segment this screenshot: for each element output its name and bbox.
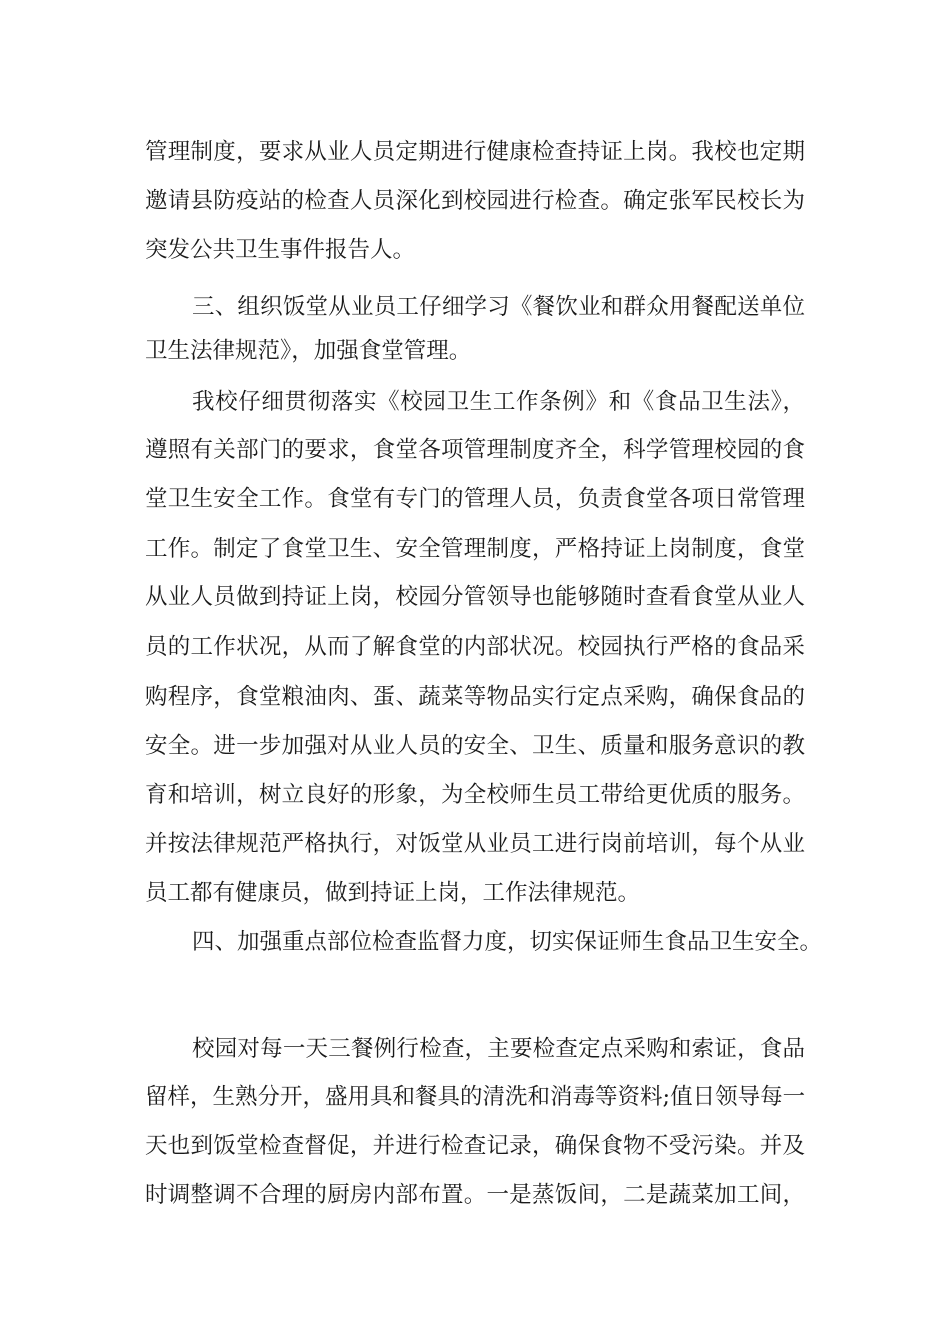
text-line: 并按法律规范严格执行，对饭堂从业员工进行岗前培训，每个从业 xyxy=(145,831,805,857)
text-line: 堂卫生安全工作。食堂有专门的管理人员，负责食堂各项日常管理 xyxy=(145,486,805,512)
text-line: 邀请县防疫站的检查人员深化到校园进行检查。确定张军民校长为 xyxy=(145,188,805,214)
text-line: 管理制度，要求从业人员定期进行健康检查持证上岗。我校也定期 xyxy=(145,139,805,165)
text-line: 突发公共卫生事件报告人。 xyxy=(145,237,416,263)
text-line: 校园对每一天三餐例行检查，主要检查定点采购和索证，食品 xyxy=(192,1036,805,1062)
text-line: 工作。制定了食堂卫生、安全管理制度，严格持证上岗制度，食堂 xyxy=(145,536,805,562)
text-line: 我校仔细贯彻落实《校园卫生工作条例》和《食品卫生法》， xyxy=(192,389,805,415)
text-line: 安全。进一步加强对从业人员的安全、卫生、质量和服务意识的教 xyxy=(145,733,805,759)
section-heading: 四、加强重点部位检查监督力度，切实保证师生食品卫生安全。 xyxy=(192,929,823,955)
text-line: 时调整调不合理的厨房内部布置。一是蒸饭间，二是蔬菜加工间， xyxy=(145,1182,805,1208)
text-line: 员工都有健康员，做到持证上岗，工作法律规范。 xyxy=(145,880,641,906)
section-heading: 卫生法律规范》，加强食堂管理。 xyxy=(145,338,472,364)
section-heading: 三、组织饭堂从业员工仔细学习《餐饮业和群众用餐配送单位 xyxy=(192,294,805,320)
text-line: 员的工作状况，从而了解食堂的内部状况。校园执行严格的食品采 xyxy=(145,634,805,660)
text-line: 从业人员做到持证上岗，校园分管领导也能够随时查看食堂从业人 xyxy=(145,584,805,610)
text-line: 育和培训，树立良好的形象，为全校师生员工带给更优质的服务。 xyxy=(145,782,805,808)
text-line: 购程序，食堂粮油肉、蛋、蔬菜等物品实行定点采购，确保食品的 xyxy=(145,684,805,710)
text-line: 遵照有关部门的要求，食堂各项管理制度齐全，科学管理校园的食 xyxy=(145,437,805,463)
text-line: 留样，生熟分开，盛用具和餐具的清洗和消毒等资料;值日领导每一 xyxy=(145,1084,806,1110)
text-line: 天也到饭堂检查督促，并进行检查记录，确保食物不受污染。并及 xyxy=(145,1133,805,1159)
